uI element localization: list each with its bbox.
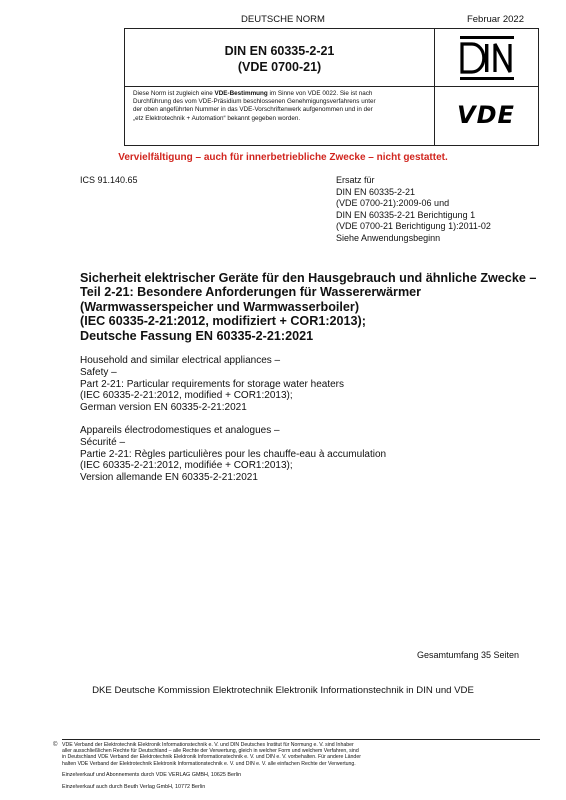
title-french-line: Partie 2-21: Règles particulières pour les chauffe-eau à accumulation — [80, 448, 387, 460]
vde-note-line: „etz Elektrotechnik + Automation“ bekannt gegeben worden. — [133, 114, 301, 122]
din-logo — [452, 35, 522, 81]
title-english-line: (IEC 60335-2-21:2012, modified + COR1:2013); — [80, 390, 293, 402]
reproduction-warning: Vervielfältigung – auch für innerbetriebliche Zwecke – nicht gestattet. — [118, 152, 448, 163]
page-count: Gesamtumfang 35 Seiten — [416, 650, 519, 660]
replacement-line: Ersatz für — [336, 175, 375, 185]
title-english-line: German version EN 60335-2-21:2021 — [80, 402, 247, 414]
title-french — [80, 425, 386, 484]
replacement-line: DIN EN 60335-2-21 — [336, 186, 416, 197]
vde-note-line: der oben angeführten Nummer in das VDE-Vorschriftenwerk aufgenommen und in der — [133, 106, 373, 114]
title-german-line: (Warmwasserspeicher und Warmwasserboiler) — [80, 299, 360, 314]
title-english-line: Part 2-21: Particular requirements for storage water heaters — [80, 378, 345, 390]
title-german-line: (IEC 60335-2-21:2012, modifiziert + COR1:2013); — [80, 314, 366, 329]
title-french-line: Version allemande EN 60335-2-21:2021 — [80, 472, 258, 484]
dke-committee: DKE Deutsche Kommission Elektrotechnik Elektronik Informationstechnik in DIN und VDE — [92, 685, 474, 696]
title-english — [80, 355, 344, 414]
replacement-line: DIN EN 60335-2-21 Berichtigung 1 — [336, 209, 476, 220]
title-german-line: Teil 2-21: Besondere Anforderungen für Wassererwärmer — [80, 285, 422, 300]
document-number-din: DIN EN 60335-2-21 — [224, 44, 335, 58]
sales-info-beuth: Einzelverkauf auch durch Beuth Verlag GmbH, 10772 Berlin — [62, 784, 206, 790]
ics-code: ICS 91.140.65 — [80, 175, 138, 185]
title-french-line: (IEC 60335-2-21:2012, modifiée + COR1:2013); — [80, 460, 293, 472]
box-divider-horizontal — [125, 86, 538, 87]
document-number-vde: (VDE 0700-21) — [237, 60, 322, 74]
copyright-line: aller ausschließlichen Rechte für Deutschland – alle Rechte der Verwertung, gleich in welcher Form und welchem Verfahren, sind — [62, 748, 359, 755]
vde-bestimmung-emphasis: VDE-Bestimmung — [214, 90, 268, 97]
copyright-line: in Deutschland VDE Verband der Elektrotechnik Elektronik Informationstechnik e. V. und DIN e. V. vorbehalten. Für andere Länder — [62, 754, 361, 761]
title-english-line: Safety – — [80, 366, 117, 378]
publication-date: Februar 2022 — [466, 14, 524, 25]
title-german-line: Sicherheit elektrischer Geräte für den Hausgebrauch und ähnliche Zwecke – — [80, 271, 537, 285]
copyright-line: VDE Verband der Elektrotechnik Elektronik Informationstechnik e. V. und DIN Deutsches Institut für Normung e. V. sind Inhaber — [62, 742, 354, 748]
sales-info-vde: Einzelverkauf und Abonnements durch VDE VERLAG GMBH, 10625 Berlin — [62, 772, 242, 778]
copyright-line: halten VDE Verband der Elektrotechnik Elektronik Informationstechnik e. V. und DIN e. V. alle einfachen Rechte der Verwertung. — [62, 760, 356, 767]
replacement-line: (VDE 0700-21):2009-06 und — [336, 198, 450, 209]
title-german — [80, 271, 540, 343]
replacement-line: (VDE 0700-21 Berichtigung 1):2011-02 — [336, 221, 491, 232]
vde-note-line: Durchführung des vom VDE-Präsidium beschlossenen Genehmigungsverfahrens unter — [133, 98, 376, 106]
copyright-symbol: © — [53, 742, 58, 748]
vde-logo: VDE — [457, 101, 515, 129]
replacement-line: Siehe Anwendungsbeginn — [336, 232, 441, 243]
title-french-line: Sécurité – — [80, 436, 126, 448]
title-french-line: Appareils électrodomestiques et analogues – — [80, 425, 280, 436]
document-id-box — [124, 28, 539, 146]
replacement-info — [336, 175, 491, 245]
page-header — [0, 14, 566, 28]
title-german-line: Deutsche Fassung EN 60335-2-21:2021 — [80, 328, 314, 343]
vde-note-line: Diese Norm ist zugleich eine VDE-Bestimmung im Sinne von VDE 0022. Sie ist nach — [133, 90, 373, 97]
title-english-line: Household and similar electrical appliances – — [80, 355, 281, 366]
document-number — [125, 43, 434, 75]
norm-type: DEUTSCHE NORM — [241, 14, 325, 25]
box-divider-vertical — [434, 29, 435, 145]
vde-note — [133, 90, 429, 123]
footer-divider — [62, 739, 540, 740]
copyright-notice — [53, 742, 540, 767]
